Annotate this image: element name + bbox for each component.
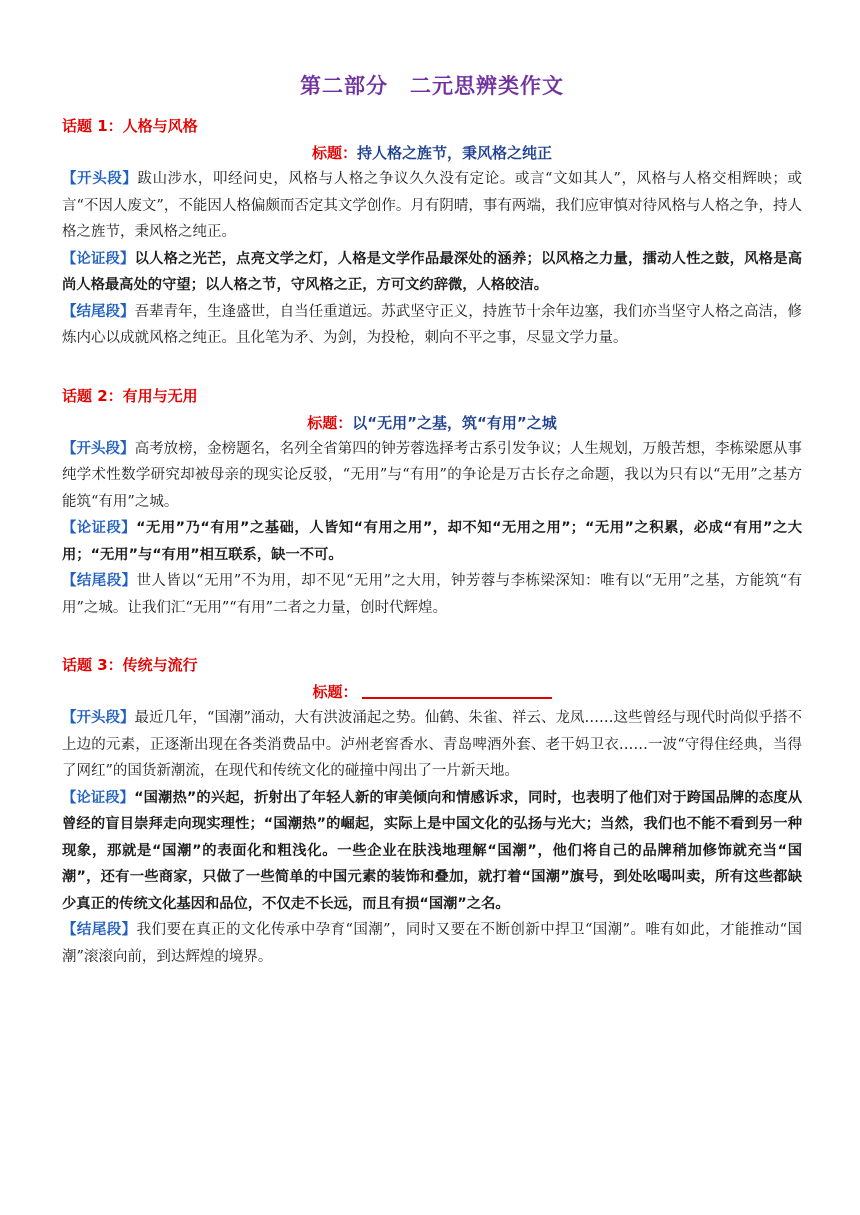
opening-tag: 【开头段】 [62,171,138,187]
heading-text: 以“无用”之基，筑“有用”之城 [352,413,557,432]
opening-tag: 【开头段】 [62,710,135,726]
argument-tag: 【论证段】 [62,789,135,806]
closing-paragraph [62,299,802,352]
heading-label: 标题： [307,413,353,432]
topic-section-3 [62,653,802,970]
closing-text: 吾辈青年，生逢盛世，自当任重道远。苏武坚守正义，持旌节十余年边塞，我们亦当坚守人格之高洁，修炼内心以成就风格之纯正。且化笔为矛、为剑，为投枪，刺向不平之事，尽显文学力量。 [62,303,803,346]
heading-label: 标题： [312,683,358,701]
closing-tag: 【结尾段】 [62,303,135,320]
argument-paragraph [62,785,802,918]
page-title: 第二部分 二元思辨类作文 [300,74,564,98]
opening-text: 高考放榜，金榜题名，名列全省第四的钟芳蓉选择考古系引发争议；人生规划，万般苦想，李栋梁愿从事纯学术性数学研究却被母亲的现实论反驳，“无用”与“有用”的争论是万古长存之命题，我以为只有以“无用”之基方能筑“有用”之城。 [62,440,803,510]
argument-text: “国潮热”的兴起，折射出了年轻人新的审美倾向和情感诉求，同时，也表明了他们对于跨国品牌的态度从曾经的盲目崇拜走向现实理性；“国潮热”的崛起，实际上是中国文化的弘扬与光大；当然，我们也不能不看到另一种现象，那就是“国潮”的表面化和粗浅化。一些企业在肤浅地理解“国潮”，他们将自己的品牌稍加修饰就充当“国潮”，还有一些商家，只做了一些简单的中国元素的装饰和叠加，就打着“国潮”旗号，到处吆喝叫卖，所有这些都缺少真正的传统文化基因和品位，不仅走不长远，而且有损“国潮”之名。 [62,789,802,912]
opening-text: 跋山涉水，叩经问史，风格与人格之争议久久没有定论。或言“文如其人”，风格与人格交相辉映；或言“不因人废文”，不能因人格偏颇而否定其文学创作。月有阴晴，事有两端，我们应审慎对待风格与人格之争，持人格之旌节，秉风格之纯正。 [62,171,803,240]
opening-tag: 【开头段】 [62,440,135,457]
argument-paragraph [62,515,802,568]
document-page [62,66,802,970]
essay-heading [62,679,802,705]
argument-text: 以人格之光芒，点亮文学之灯，人格是文学作品最深处的涵养；以风格之力量，擂动人性之鼓，风格是高尚人格最高处的守望；以人格之节，守风格之正，方可文约辞微，人格皎洁。 [62,250,803,293]
closing-text: 世人皆以“无用”不为用，却不见“无用”之大用，钟芳蓉与李栋梁深知：唯有以“无用”之基，方能筑“有用”之城。让我们汇“无用”“有用”二者之力量，创时代辉煌。 [62,573,802,616]
topic-section-1 [62,114,802,352]
argument-tag: 【论证段】 [62,250,135,267]
essay-heading [62,410,802,436]
closing-text: 我们要在真正的文化传承中孕育“国潮”，同时又要在不断创新中捍卫“国潮”。唯有如此，才能推动“国潮”滚滚向前，到达辉煌的境界。 [62,922,803,965]
closing-tag: 【结尾段】 [62,573,137,589]
topic-title: 话题 2：有用与无用 [62,386,198,405]
opening-paragraph [62,436,802,516]
argument-tag: 【论证段】 [62,520,137,536]
topic-section-2 [62,384,802,622]
closing-paragraph [62,917,802,970]
opening-text: 最近几年，“国潮”涌动，大有洪波涌起之势。仙鹤、朱雀、祥云、龙凤……这些曾经与现代时尚似乎搭不上边的元素，正逐渐出现在各类消费品中。泸州老窖香水、青岛啤酒外套、老干妈卫衣……一波“守得住经典，当得了网红”的国货新潮流，在现代和传统文化的碰撞中闯出了一片新天地。 [62,710,803,779]
topic-title: 话题 3：传统与流行 [62,656,198,674]
heading-label: 标题： [311,144,357,162]
essay-heading [62,140,802,166]
closing-paragraph [62,568,802,621]
heading-blank-line [362,683,552,699]
opening-paragraph [62,705,802,785]
opening-paragraph [62,166,802,246]
argument-text: “无用”乃“有用”之基础，人皆知“有用之用”，却不知“无用之用”；“无用”之积累，必成“有用”之大用；“无用”与“有用”相互联系，缺一不可。 [62,520,802,563]
topic-title: 话题 1：人格与风格 [62,117,198,135]
argument-paragraph [62,246,802,299]
closing-tag: 【结尾段】 [62,922,137,938]
heading-text: 持人格之旌节，秉风格之纯正 [357,144,553,162]
